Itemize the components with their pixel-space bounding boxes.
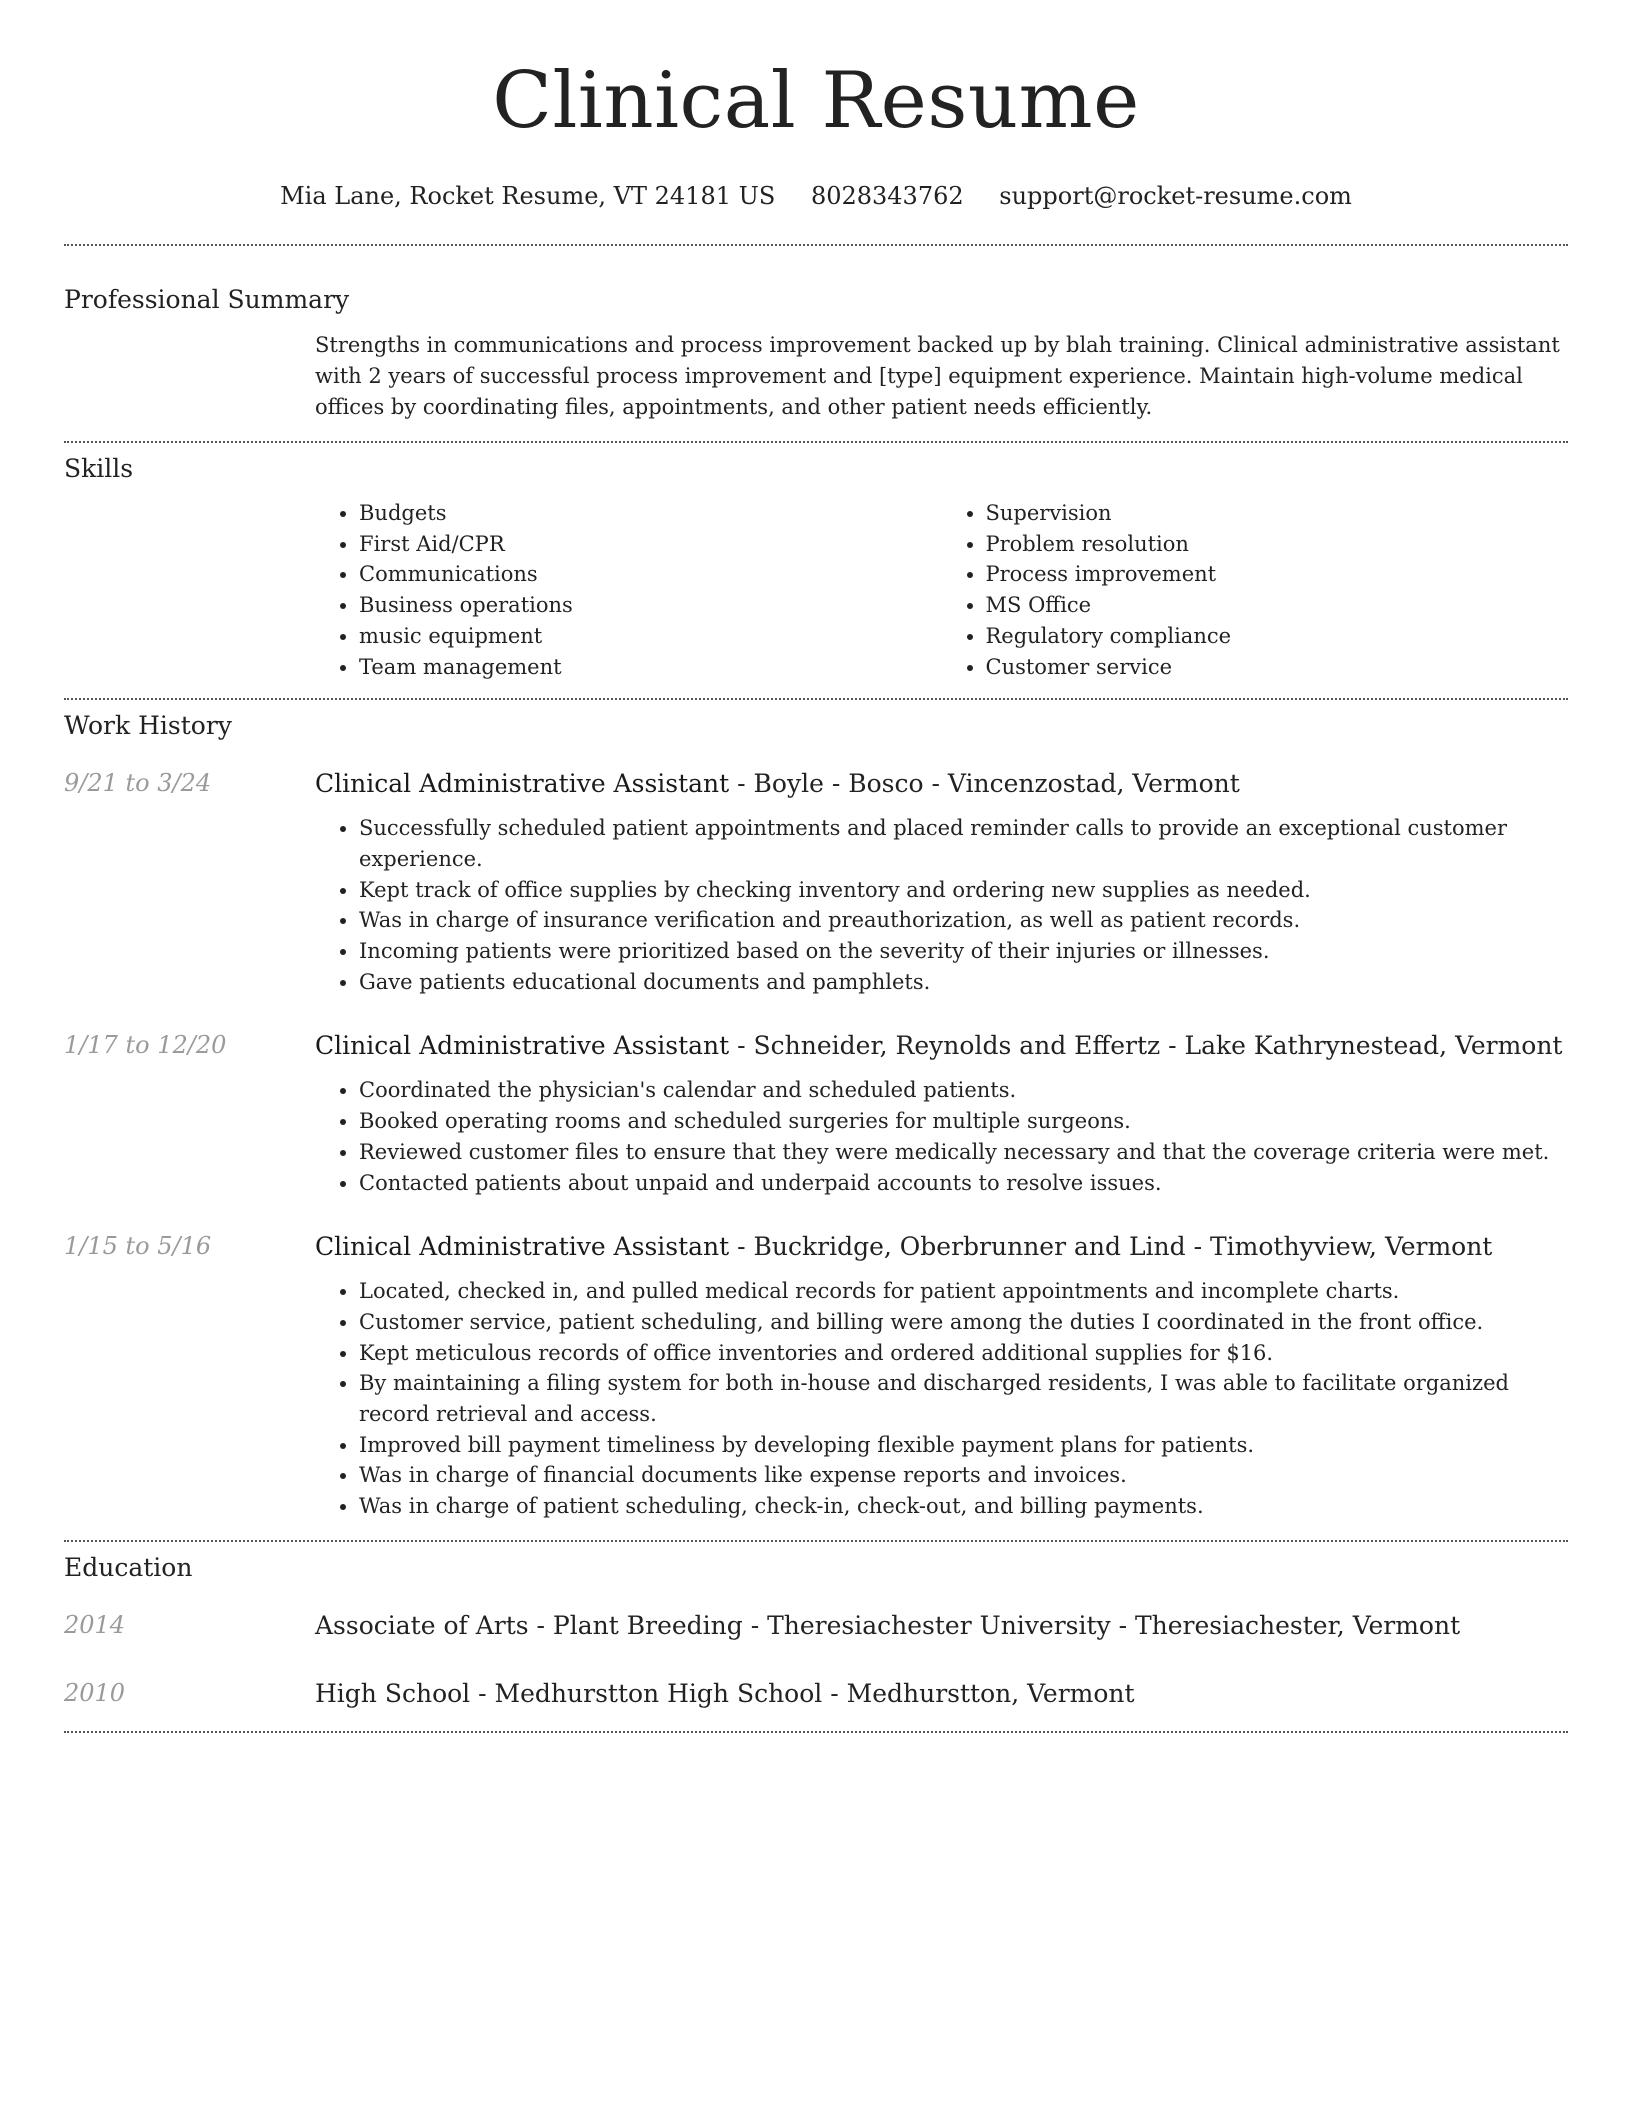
education-details [315,1611,1568,1641]
summary-row [64,330,1568,423]
job-role: Clinical Administrative Assistant [315,1232,730,1262]
job-bullet: • Was in charge of patient scheduling, check-in, check-out, and billing payments. [359,1491,1568,1522]
summary-spacer [64,330,315,423]
job-bullet: • Coordinated the physician's calendar and scheduled patients. [359,1075,1568,1106]
summary-text: Strengths in communications and process improvement backed up by blah training. Clinical administrative assistant with 2 years of successful process improvement and [type] equipment experience. Maintain high-volume medical offices by coordinating files, appointments, and other patient needs efficiently. [315,333,1560,419]
job-header [64,1232,1568,1262]
skills-list-right [942,498,1569,682]
contact-address: Mia Lane, Rocket Resume, VT 24181 US [280,182,776,210]
job-entry [64,769,1568,997]
job-employer: - Schneider, Reynolds and Effertz - Lake Kathrynestead, Vermont [729,1031,1563,1061]
education-entry [64,1679,1568,1709]
job-bullet: • Incoming patients were prioritized based on the severity of their injuries or illnesses. [359,936,1568,967]
divider [64,1731,1568,1733]
job-role: Clinical Administrative Assistant [315,1031,730,1061]
job-entry [64,1232,1568,1522]
job-bullets [315,1075,1568,1198]
job-bullets [315,813,1568,997]
job-employer: - Boyle - Bosco - Vincenzostad, Vermont [729,769,1240,799]
job-spacer [64,1075,315,1198]
divider [64,441,1568,443]
job-bullet: • Improved bill payment timeliness by developing flexible payment plans for patients. [359,1430,1568,1461]
education-institution: - Plant Breeding - Theresiachester University - Theresiachester, Vermont [528,1610,1461,1640]
education-institution: - Medhurstton High School - Medhurstton, Vermont [470,1678,1135,1708]
skills-row [64,498,1568,682]
job-bullets-wrap [315,1075,1568,1198]
job-role: Clinical Administrative Assistant [315,769,730,799]
education-degree: Associate of Arts [315,1610,529,1640]
job-bullet: • Kept meticulous records of office inventories and ordered additional supplies for $16. [359,1338,1568,1369]
education-degree: High School [315,1678,471,1708]
work-heading: Work History [64,711,232,741]
skill-item: • music equipment [359,621,942,652]
skills-list-left [315,498,942,682]
job-dates: 1/15 to 5/16 [64,1232,212,1261]
job-details [64,813,1568,997]
job-details [64,1075,1568,1198]
job-header [64,769,1568,799]
skills-grid [315,498,1568,682]
divider [64,1540,1568,1542]
job-bullet: • Kept track of office supplies by checking inventory and ordering new supplies as needed. [359,875,1568,906]
contact-email: support@rocket-resume.com [999,182,1352,210]
job-bullet: • Booked operating rooms and scheduled surgeries for multiple surgeons. [359,1106,1568,1137]
job-bullet: • Reviewed customer files to ensure that they were medically necessary and that the coverage criteria were met. [359,1137,1568,1168]
contact-phone: 8028343762 [810,182,964,210]
skill-item: • Team management [359,652,942,683]
skill-item: • Budgets [359,498,942,529]
job-title [315,1232,1568,1262]
skill-item: • Communications [359,559,942,590]
skills-body [315,498,1568,682]
work-section [64,711,1568,1522]
education-heading: Education [64,1552,193,1582]
job-bullet: • Contacted patients about unpaid and underpaid accounts to resolve issues. [359,1168,1568,1199]
education-year: 2014 [64,1610,126,1639]
education-year: 2010 [64,1678,126,1707]
skill-item: • Problem resolution [986,529,1569,560]
skill-item: • Process improvement [986,559,1569,590]
job-spacer [64,1276,315,1522]
skill-item: • Customer service [986,652,1569,683]
skill-item: • Regulatory compliance [986,621,1569,652]
job-title [315,1031,1568,1061]
job-header [64,1031,1568,1061]
education-details [315,1679,1568,1709]
divider [64,698,1568,700]
summary-section [64,285,1568,423]
job-bullets-wrap [315,813,1568,997]
skill-item: • MS Office [986,590,1569,621]
job-bullet: • Was in charge of insurance verification and preauthorization, as well as patient records. [359,905,1568,936]
skills-heading: Skills [64,454,134,483]
education-entry [64,1611,1568,1641]
job-dates: 1/17 to 12/20 [64,1031,227,1060]
job-entry [64,1031,1568,1198]
job-bullets [315,1276,1568,1522]
job-bullet: • Customer service, patient scheduling, and billing were among the duties I coordinated in the front office. [359,1307,1568,1338]
divider [64,244,1568,246]
job-title [315,769,1568,799]
job-bullet: • Was in charge of financial documents like expense reports and invoices. [359,1460,1568,1491]
job-employer: - Buckridge, Oberbrunner and Lind - Timothyview, Vermont [729,1232,1493,1262]
skills-section [64,454,1568,682]
job-bullets-wrap [315,1276,1568,1522]
job-details [64,1276,1568,1522]
job-bullet: • Gave patients educational documents and pamphlets. [359,967,1568,998]
job-bullet: • Located, checked in, and pulled medical records for patient appointments and incomplete charts. [359,1276,1568,1307]
contact-line [64,181,1568,211]
job-bullet: • By maintaining a filing system for both in-house and discharged residents, I was able to facilitate organized record retrieval and access. [359,1368,1568,1429]
skill-item: • Business operations [359,590,942,621]
summary-heading: Professional Summary [64,285,350,314]
job-spacer [64,813,315,997]
job-dates: 9/21 to 3/24 [64,769,212,798]
skill-item: • First Aid/CPR [359,529,942,560]
summary-body [315,330,1568,423]
resume-title: Clinical Resume [492,56,1140,146]
education-section [64,1553,1568,1709]
skills-spacer [64,498,315,682]
skill-item: • Supervision [986,498,1569,529]
job-bullet: • Successfully scheduled patient appointments and placed reminder calls to provide an exceptional customer experience. [359,813,1568,874]
